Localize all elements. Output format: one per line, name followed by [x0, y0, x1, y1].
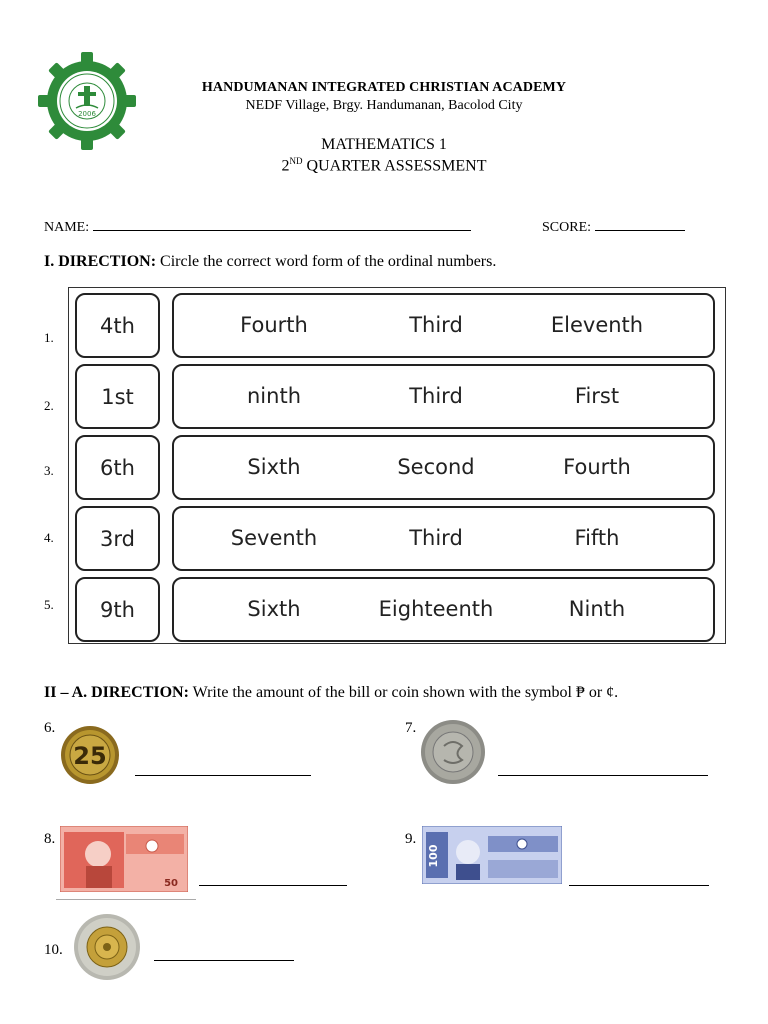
- assessment-title: [0, 156, 768, 175]
- row-number: 5.: [44, 597, 54, 612]
- choice-option[interactable]: Third: [409, 313, 463, 337]
- score-label: SCORE:: [542, 220, 592, 235]
- choice-option[interactable]: Fourth: [563, 455, 631, 479]
- section2-direction: [44, 684, 618, 702]
- ordinal-box: 6th: [75, 435, 160, 500]
- answer-line-10[interactable]: [154, 959, 294, 961]
- answer-line-7[interactable]: [498, 774, 708, 776]
- bill-value-text: 50: [164, 878, 178, 889]
- quarter-suffix: ND: [289, 156, 303, 166]
- coin-value-text: 25: [73, 742, 107, 770]
- school-address: NEDF Village, Brgy. Handumanan, Bacolod City: [245, 98, 523, 113]
- row-number: 1.: [44, 330, 54, 345]
- choice-option[interactable]: Fourth: [240, 313, 308, 337]
- quarter-number: 2: [281, 157, 290, 175]
- ordinal-box: 3rd: [75, 506, 160, 571]
- coin-silver-image: [420, 718, 486, 786]
- name-field[interactable]: [44, 218, 471, 236]
- ordinal-box: 4th: [75, 293, 160, 358]
- score-field[interactable]: [542, 218, 685, 236]
- choice-option[interactable]: Third: [409, 384, 463, 408]
- bill-50-peso-image: [60, 826, 188, 892]
- choices-box: [172, 293, 715, 358]
- row-number: 4.: [44, 530, 54, 545]
- section1-direction-label: I. DIRECTION:: [44, 253, 157, 270]
- choice-option[interactable]: Eleventh: [550, 313, 644, 337]
- section1-direction-text: Circle the correct word form of the ordinal numbers.: [156, 253, 497, 270]
- answer-line-8[interactable]: [199, 884, 347, 886]
- choices-box: [172, 435, 715, 500]
- choice-option[interactable]: Second: [397, 455, 475, 479]
- coin-bimetallic-image: [72, 912, 142, 982]
- row-number: 2.: [44, 398, 54, 413]
- name-label: NAME:: [44, 220, 90, 235]
- section2-direction-label: II – A. DIRECTION:: [44, 684, 189, 701]
- coin-25-centavo-image: [60, 724, 120, 786]
- answer-line-6[interactable]: [135, 774, 311, 776]
- item-number: 8.: [44, 831, 56, 847]
- choice-option[interactable]: Sixth: [247, 455, 301, 479]
- choice-option[interactable]: ninth: [247, 384, 301, 408]
- logo-year: 2006: [78, 110, 96, 118]
- score-answer-line[interactable]: [595, 218, 685, 231]
- choice-option[interactable]: Ninth: [568, 597, 626, 621]
- bill-100-peso-image: [422, 826, 562, 884]
- bill-value-text: 100: [427, 844, 440, 868]
- answer-line-9[interactable]: [569, 884, 709, 886]
- choice-option[interactable]: First: [574, 384, 620, 408]
- choices-box: [172, 577, 715, 642]
- answer-line-8-extra: [56, 898, 196, 900]
- choices-box: [172, 506, 715, 571]
- item-number: 6.: [44, 720, 56, 736]
- item-number: 9.: [405, 831, 417, 847]
- choice-option[interactable]: Eighteenth: [378, 597, 494, 621]
- item-number: 7.: [405, 720, 417, 736]
- item-number: 10.: [44, 942, 63, 958]
- choice-option[interactable]: Seventh: [230, 526, 318, 550]
- choice-option[interactable]: Fifth: [574, 526, 620, 550]
- section1-direction: [44, 253, 496, 271]
- quarter-title: QUARTER ASSESSMENT: [302, 157, 487, 175]
- name-answer-line[interactable]: [93, 218, 471, 231]
- school-name: HANDUMANAN INTEGRATED CHRISTIAN ACADEMY: [201, 80, 567, 95]
- choices-box: [172, 364, 715, 429]
- ordinal-box: 9th: [75, 577, 160, 642]
- section2-direction-text: Write the amount of the bill or coin shown with the symbol ₱ or ¢.: [188, 684, 619, 701]
- choice-option[interactable]: Sixth: [247, 597, 301, 621]
- choice-option[interactable]: Third: [409, 526, 463, 550]
- row-number: 3.: [44, 463, 54, 478]
- subject-title: MATHEMATICS 1: [321, 136, 447, 153]
- ordinal-box: 1st: [75, 364, 160, 429]
